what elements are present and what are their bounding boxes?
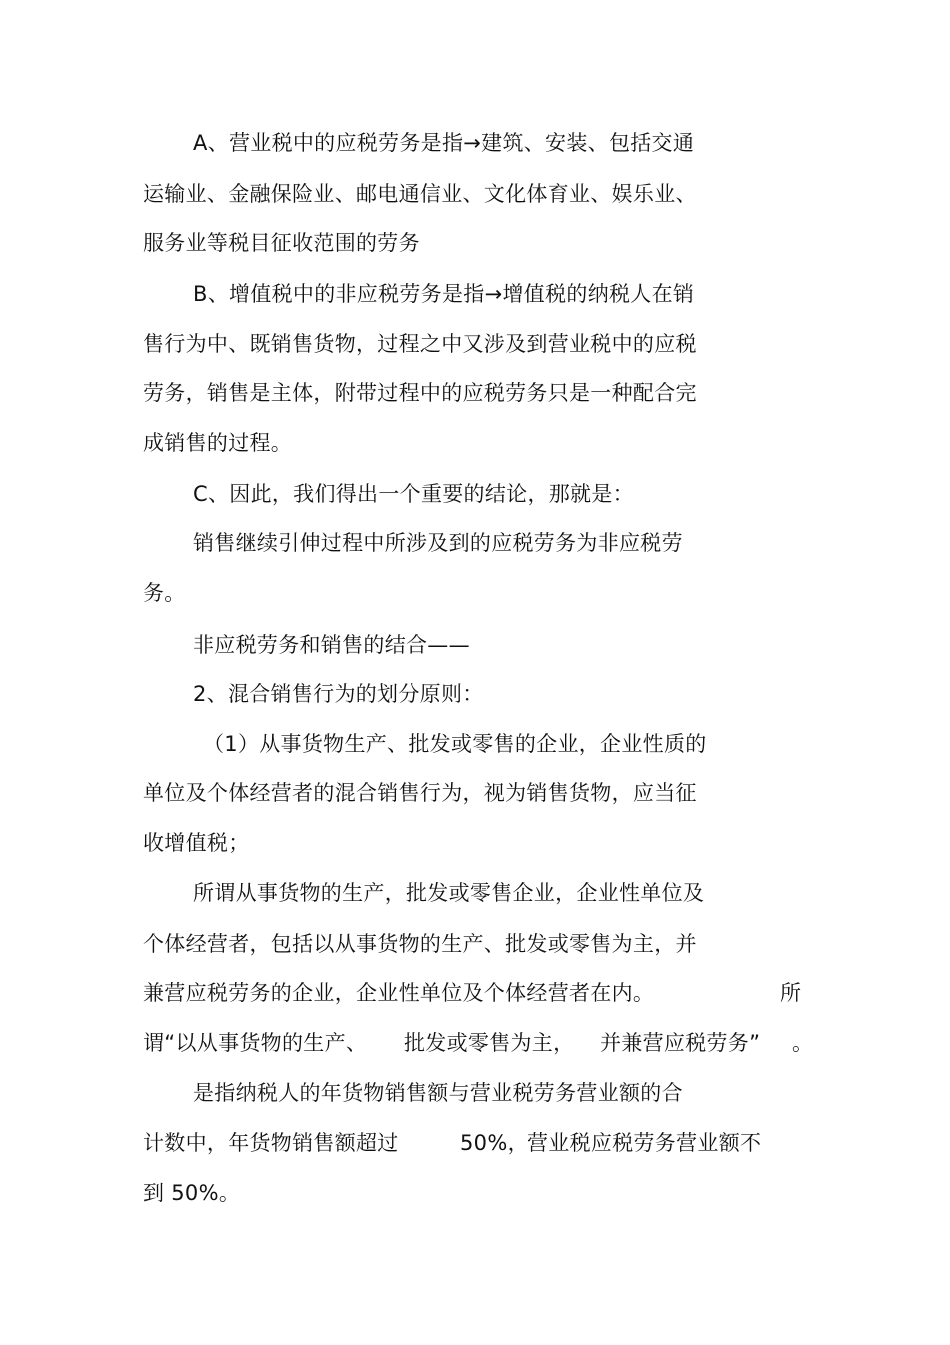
paragraph-a-line-2: 运输业、金融保险业、邮电通信业、文化体育业、娱乐业、 xyxy=(143,182,697,206)
paragraph-b-line-2: 售行为中、既销售货物，过程之中又涉及到营业税中的应税 xyxy=(143,332,697,356)
quote-line-part-1: 谓“以从事货物的生产、 xyxy=(143,1031,368,1055)
combination-heading: 非应税劳务和销售的结合—— xyxy=(193,633,470,657)
definition-line-3: 兼营应税劳务的企业，企业性单位及个体经营者在内。 xyxy=(143,981,655,1005)
paragraph-b-line-4: 成销售的过程。 xyxy=(143,431,293,455)
section-2-heading: 2、混合销售行为的划分原则： xyxy=(193,682,484,706)
item-1-line-3: 收增值税； xyxy=(143,831,250,855)
definition-line-2: 个体经营者，包括以从事货物的生产、批发或零售为主，并 xyxy=(143,932,697,956)
item-1-line-2: 单位及个体经营者的混合销售行为，视为销售货物，应当征 xyxy=(143,781,697,805)
ratio-line-2-part-3: 营业税应税劳务营业额不 xyxy=(527,1131,762,1155)
definition-line-1: 所谓从事货物的生产，批发或零售企业，企业性单位及 xyxy=(193,881,705,905)
ratio-line-2-part-1: 计数中，年货物销售额超过 xyxy=(143,1131,399,1155)
paragraph-a-line-3: 服务业等税目征收范围的劳务 xyxy=(143,231,420,255)
quote-line-part-2: 批发或零售为主， xyxy=(404,1031,575,1055)
conclusion-line-1: 销售继续引伸过程中所涉及到的应税劳务为非应税劳 xyxy=(193,531,683,555)
ratio-line-3: 到 50%。 xyxy=(143,1181,241,1205)
item-1-line-1: （1）从事货物生产、批发或零售的企业，企业性质的 xyxy=(203,732,707,756)
paragraph-b-line-1: B、增值税中的非应税劳务是指→增值税的纳税人在销 xyxy=(193,282,695,306)
ratio-line-1: 是指纳税人的年货物销售额与营业税劳务营业额的合 xyxy=(193,1081,683,1105)
conclusion-line-2: 务。 xyxy=(143,581,186,605)
quote-line-part-3: 并兼营应税劳务” xyxy=(600,1031,761,1055)
ratio-line-2-part-2: 50%， xyxy=(460,1131,529,1155)
paragraph-a-line-1: A、营业税中的应税劳务是指→建筑、安装、包括交通 xyxy=(193,131,695,155)
quote-line-part-4: 。 xyxy=(792,1031,814,1055)
paragraph-c-line-1: C、因此，我们得出一个重要的结论，那就是： xyxy=(193,482,634,506)
paragraph-b-line-3: 劳务，销售是主体，附带过程中的应税劳务只是一种配合完 xyxy=(143,381,697,405)
definition-line-3-tail: 所 xyxy=(780,981,802,1005)
